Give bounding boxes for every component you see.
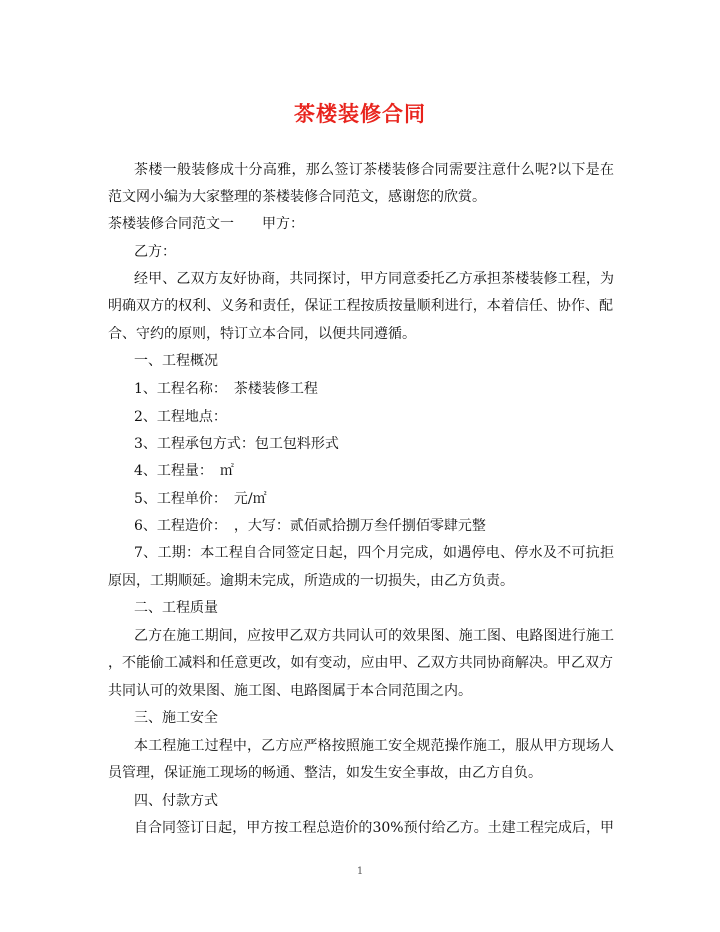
page-number: 1 [356,866,364,877]
body-line: 明确双方的权利、义务和责任，保证工程按质按量顺利进行，本着信任、协作、配 [108,298,613,314]
body-line: 2、工程地点： [134,409,227,425]
body-line: 范文网小编为大家整理的茶楼装修合同范文，感谢您的欣赏。 [108,189,486,205]
body-line: 自合同签订日起，甲方按工程总造价的30%预付给乙方。土建工程完成后，甲 [134,820,614,836]
document-title: 茶楼装修合同 [294,102,426,126]
body-line: 茶楼装修合同范文一 甲方： [108,216,304,232]
body-line: 茶楼一般装修成十分高雅，那么签订茶楼装修合同需要注意什么呢?以下是在 [134,162,614,178]
body-line: 1、工程名称： 茶楼装修工程 [134,381,318,397]
body-line: 原因，工期顺延。逾期未完成，所造成的一切损失，由乙方负责。 [108,573,514,589]
section-heading: 二、工程质量 [134,600,218,616]
body-line: 3、工程承包方式：包工包料形式 [134,436,339,452]
body-line: ，不能偷工减料和任意更改，如有变动，应由甲、乙双方共同协商解决。甲乙双方 [108,655,613,671]
body-line: 共同认可的效果图、施工图、电路图属于本合同范围之内。 [108,683,472,699]
body-line: 乙方在施工期间，应按甲乙双方共同认可的效果图、施工图、电路图进行施工 [134,628,614,644]
section-heading: 一、工程概况 [134,353,218,369]
body-line: 6、工程造价： ，大写：贰佰贰拾捌万叁仟捌佰零肆元整 [134,518,486,534]
body-line: 7、工期：本工程自合同签定日起，四个月完成，如遇停电、停水及不可抗拒 [134,545,614,561]
body-line: 本工程施工过程中，乙方应严格按照施工安全规范操作施工，服从甲方现场人 [134,738,614,754]
body-line: 乙方： [134,244,176,260]
body-line: 4、工程量： ㎡ [134,463,234,479]
body-line: 经甲、乙双方友好协商，共同探讨，甲方同意委托乙方承担茶楼装修工程，为 [134,271,614,287]
body-line: 员管理，保证施工现场的畅通、整洁，如发生安全事故，由乙方自负。 [108,765,542,781]
section-heading: 三、施工安全 [134,710,218,726]
section-heading: 四、付款方式 [134,793,218,809]
body-line: 合、守约的原则，特订立本合同，以便共同遵循。 [108,326,416,342]
body-line: 5、工程单价： 元/㎡ [134,491,267,507]
